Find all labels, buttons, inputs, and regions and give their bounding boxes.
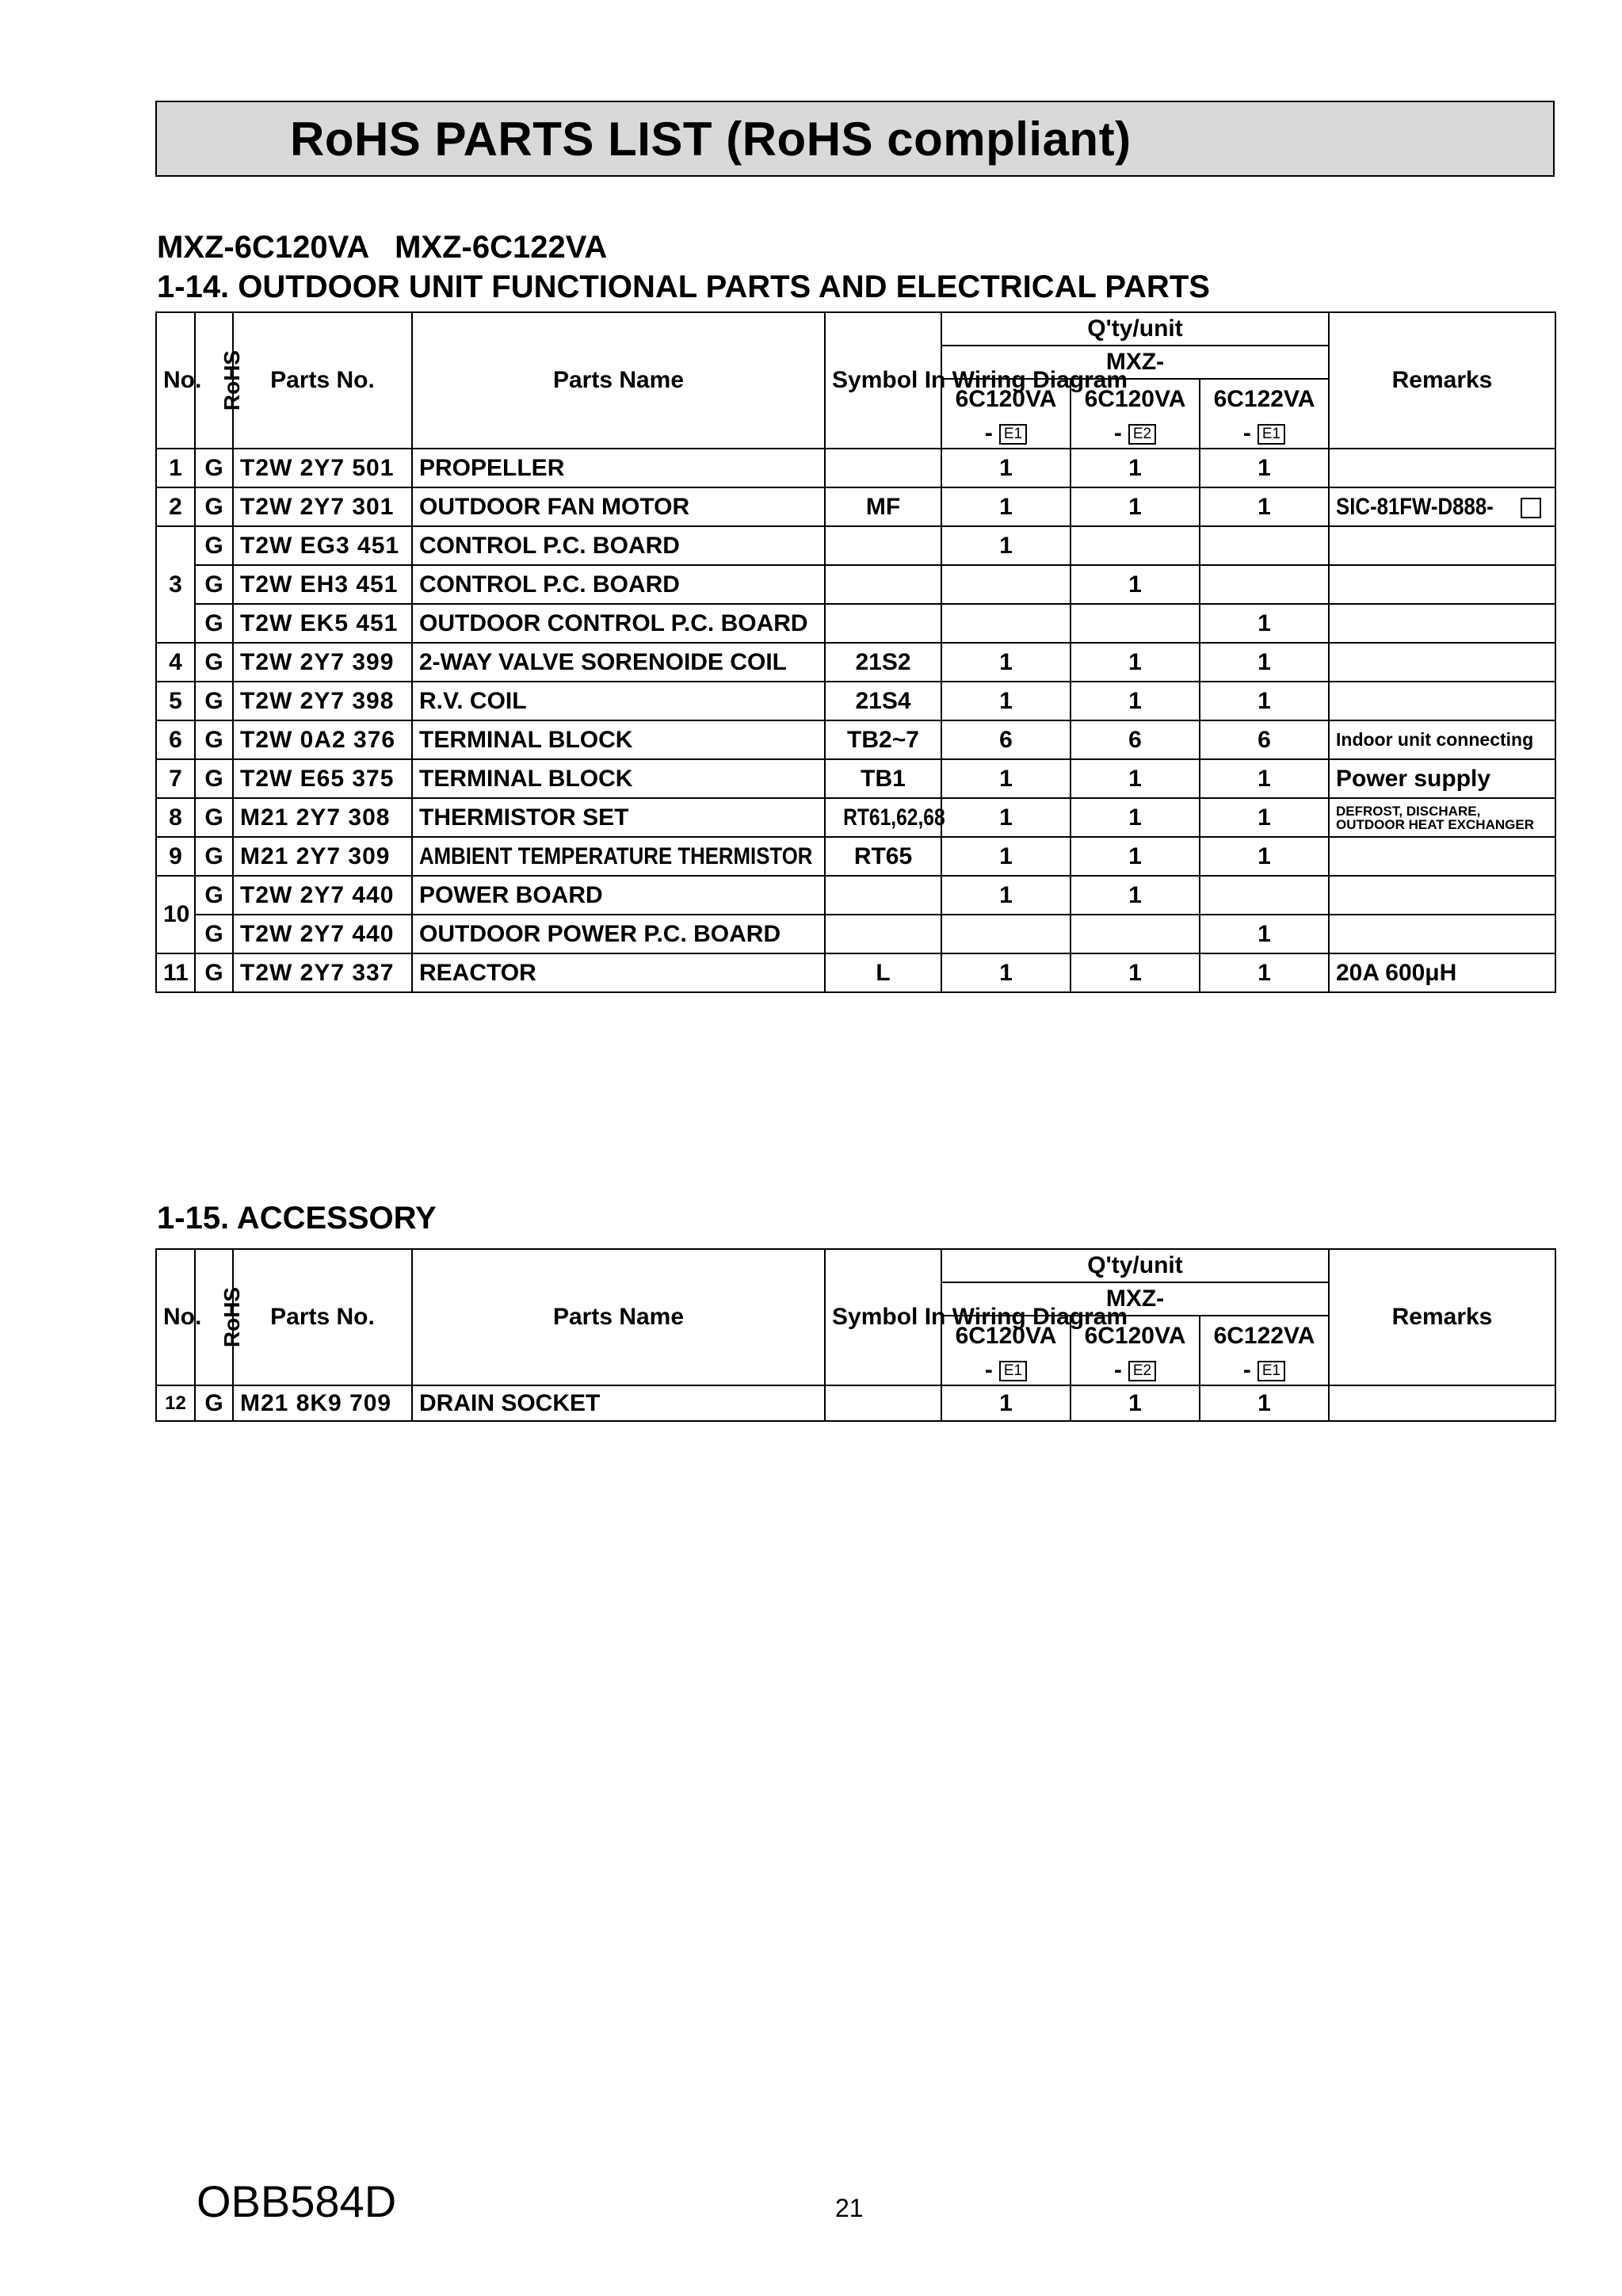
cell-qty-2: 1 [1071,643,1200,682]
page-title: RoHS PARTS LIST (RoHS compliant) [290,113,1132,166]
table-header [156,1249,1555,1385]
dash: - [984,1356,993,1383]
suffix-box: E1 [1258,1361,1285,1381]
header-suffix-3 [1200,1355,1329,1385]
cell-parts-name: OUTDOOR POWER P.C. BOARD [412,915,825,953]
cell-no: 3 [156,526,195,643]
parts-name-text: AMBIENT TEMPERATURE THERMISTOR [419,842,813,869]
cell-parts-name: R.V. COIL [412,682,825,720]
cell-rohs: G [195,720,233,759]
header-symbol: Symbol In Wiring Diagram [825,1249,941,1385]
cell-rohs: G [195,759,233,798]
table-row [156,1385,1555,1421]
cell-parts-no: T2W 2Y7 398 [233,682,412,720]
cell-parts-name: 2-WAY VALVE SORENOIDE COIL [412,643,825,682]
cell-rohs: G [195,1385,233,1421]
cell-qty-3 [1200,876,1329,915]
table-row [156,876,1555,915]
cell-parts-no: M21 2Y7 308 [233,798,412,837]
header-mxz: MXZ- [941,346,1329,379]
cell-remarks [1329,449,1555,487]
cell-qty-1 [941,604,1071,643]
symbol-text: RT61,62,68 [843,804,945,831]
cell-no: 8 [156,798,195,837]
dash: - [1113,419,1122,446]
cell-parts-no: T2W 2Y7 399 [233,643,412,682]
header-parts-no: Parts No. [233,312,412,449]
header-parts-no: Parts No. [233,1249,412,1385]
cell-parts-no: T2W 2Y7 501 [233,449,412,487]
cell-parts-name [412,837,825,876]
cell-rohs: G [195,604,233,643]
header-remarks: Remarks [1329,1249,1555,1385]
cell-qty-2: 1 [1071,837,1200,876]
cell-remarks [1329,604,1555,643]
cell-qty-3: 6 [1200,720,1329,759]
cell-qty-1: 1 [941,953,1071,992]
cell-no: 10 [156,876,195,953]
cell-rohs: G [195,643,233,682]
cell-qty-3 [1200,526,1329,565]
cell-parts-no: T2W EG3 451 [233,526,412,565]
cell-parts-name: OUTDOOR CONTROL P.C. BOARD [412,604,825,643]
dash: - [1242,1356,1251,1383]
cell-rohs: G [195,526,233,565]
cell-parts-name: CONTROL P.C. BOARD [412,526,825,565]
cell-rohs: G [195,953,233,992]
table-row [156,682,1555,720]
cell-qty-1 [941,915,1071,953]
suffix-box: E2 [1128,424,1156,445]
cell-symbol [825,1385,941,1421]
suffix-box: E1 [999,424,1027,445]
cell-remarks [1329,565,1555,604]
blank-box-icon [1521,498,1541,518]
cell-qty-2: 1 [1071,487,1200,526]
cell-no: 1 [156,449,195,487]
cell-qty-1: 6 [941,720,1071,759]
header-rohs-label: RoHS [219,350,245,411]
cell-remarks [1329,837,1555,876]
cell-remarks [1329,915,1555,953]
cell-parts-no: T2W E65 375 [233,759,412,798]
cell-qty-1: 1 [941,759,1071,798]
cell-qty-1: 1 [941,876,1071,915]
cell-qty-1: 1 [941,798,1071,837]
cell-qty-2: 1 [1071,682,1200,720]
cell-rohs: G [195,682,233,720]
cell-rohs: G [195,565,233,604]
cell-qty-2 [1071,915,1200,953]
header-mxz: MXZ- [941,1282,1329,1316]
cell-qty-1: 1 [941,837,1071,876]
outdoor-parts-table [155,311,1556,993]
cell-no: 11 [156,953,195,992]
cell-symbol: TB2~7 [825,720,941,759]
cell-symbol: MF [825,487,941,526]
cell-parts-no: T2W 2Y7 301 [233,487,412,526]
cell-qty-2 [1071,604,1200,643]
cell-parts-name: OUTDOOR FAN MOTOR [412,487,825,526]
cell-qty-2: 1 [1071,798,1200,837]
cell-remarks: Power supply [1329,759,1555,798]
cell-parts-no: T2W 2Y7 337 [233,953,412,992]
header-model-3: 6C122VA [1200,1316,1329,1355]
accessory-table [155,1248,1556,1422]
cell-parts-name: DRAIN SOCKET [412,1385,825,1421]
section-title-accessory: 1-15. ACCESSORY [157,1201,437,1236]
suffix-box: E1 [1258,424,1285,445]
cell-parts-name: POWER BOARD [412,876,825,915]
dash: - [1113,1356,1122,1383]
table-row [156,526,1555,565]
cell-remarks [1329,487,1555,526]
header-parts-name: Parts Name [412,1249,825,1385]
header-qty: Q'ty/unit [941,1249,1329,1282]
cell-parts-no: T2W EH3 451 [233,565,412,604]
header-suffix-2 [1071,1355,1200,1385]
cell-remarks: 20A 600μH [1329,953,1555,992]
document-code: OBB584D [197,2176,397,2226]
cell-rohs: G [195,487,233,526]
cell-remarks: Indoor unit connecting [1329,720,1555,759]
table-row [156,487,1555,526]
cell-qty-3: 1 [1200,953,1329,992]
header-suffix-3 [1200,418,1329,449]
cell-rohs: G [195,798,233,837]
cell-rohs: G [195,837,233,876]
cell-remarks [1329,876,1555,915]
cell-qty-1: 1 [941,487,1071,526]
cell-qty-1: 1 [941,1385,1071,1421]
cell-symbol [825,565,941,604]
header-suffix-2 [1071,418,1200,449]
cell-symbol: 21S2 [825,643,941,682]
cell-remarks: DEFROST, DISCHARE, OUTDOOR HEAT EXCHANGER [1329,798,1555,837]
cell-parts-no: T2W 0A2 376 [233,720,412,759]
cell-parts-no: M21 2Y7 309 [233,837,412,876]
cell-rohs: G [195,449,233,487]
table-header [156,312,1555,449]
header-remarks: Remarks [1329,312,1555,449]
header-model-1: 6C120VA [941,1316,1071,1355]
cell-no: 9 [156,837,195,876]
cell-symbol: TB1 [825,759,941,798]
cell-qty-2: 1 [1071,449,1200,487]
cell-qty-3 [1200,565,1329,604]
cell-no: 6 [156,720,195,759]
header-model-2: 6C120VA [1071,1316,1200,1355]
cell-qty-3: 1 [1200,449,1329,487]
cell-remarks [1329,643,1555,682]
header-suffix-1 [941,418,1071,449]
table-row [156,604,1555,643]
cell-symbol [825,449,941,487]
table-row [156,798,1555,837]
cell-parts-name: TERMINAL BLOCK [412,720,825,759]
table-row [156,565,1555,604]
cell-qty-2: 1 [1071,565,1200,604]
cell-symbol: 21S4 [825,682,941,720]
cell-qty-1: 1 [941,526,1071,565]
cell-qty-2: 6 [1071,720,1200,759]
suffix-box: E2 [1128,1361,1156,1381]
cell-qty-2: 1 [1071,759,1200,798]
cell-qty-3: 1 [1200,1385,1329,1421]
header-model-3: 6C122VA [1200,379,1329,418]
cell-remarks [1329,526,1555,565]
cell-qty-3: 1 [1200,682,1329,720]
cell-qty-3: 1 [1200,837,1329,876]
cell-qty-2: 1 [1071,1385,1200,1421]
cell-qty-3: 1 [1200,915,1329,953]
cell-qty-2: 1 [1071,953,1200,992]
cell-parts-no: M21 8K9 709 [233,1385,412,1421]
header-no: No. [156,1249,195,1385]
cell-symbol [825,526,941,565]
cell-parts-no: T2W 2Y7 440 [233,915,412,953]
cell-symbol [825,915,941,953]
table-row [156,915,1555,953]
cell-symbol: RT65 [825,837,941,876]
cell-no: 5 [156,682,195,720]
page-number: 21 [835,2194,864,2222]
remarks-text: SIC-81FW-D888- [1336,493,1494,520]
table-row [156,720,1555,759]
cell-qty-3: 1 [1200,643,1329,682]
table-row [156,953,1555,992]
cell-qty-3: 1 [1200,487,1329,526]
header-suffix-1 [941,1355,1071,1385]
dash: - [984,419,993,446]
cell-qty-1: 1 [941,643,1071,682]
dash: - [1242,419,1251,446]
model-names: MXZ-6C120VA MXZ-6C122VA [157,230,608,265]
cell-rohs: G [195,876,233,915]
table-row [156,643,1555,682]
cell-remarks [1329,682,1555,720]
section-title-outdoor-parts: 1-14. OUTDOOR UNIT FUNCTIONAL PARTS AND ELECTRICAL PARTS [157,269,1210,304]
header-rohs-label: RoHS [219,1286,245,1348]
cell-symbol [825,798,945,837]
cell-qty-2 [1071,526,1200,565]
cell-symbol: L [825,953,941,992]
header-no: No. [156,312,195,449]
cell-symbol [825,604,941,643]
cell-remarks [1329,1385,1555,1421]
cell-parts-name: THERMISTOR SET [412,798,825,837]
cell-no: 4 [156,643,195,682]
cell-no: 2 [156,487,195,526]
header-parts-name: Parts Name [412,312,825,449]
header-qty: Q'ty/unit [941,312,1329,346]
table-row [156,449,1555,487]
cell-parts-name: TERMINAL BLOCK [412,759,825,798]
cell-parts-name: CONTROL P.C. BOARD [412,565,825,604]
table-row [156,759,1555,798]
suffix-box: E1 [999,1361,1027,1381]
header-symbol: Symbol In Wiring Diagram [825,312,941,449]
header-model-2: 6C120VA [1071,379,1200,418]
page-banner [155,101,1555,177]
cell-parts-name: REACTOR [412,953,825,992]
cell-qty-3: 1 [1200,798,1329,837]
cell-qty-3: 1 [1200,604,1329,643]
cell-rohs: G [195,915,233,953]
cell-parts-no: T2W EK5 451 [233,604,412,643]
cell-qty-3: 1 [1200,759,1329,798]
table-row [156,837,1555,876]
cell-no: 12 [156,1385,195,1421]
cell-qty-1 [941,565,1071,604]
cell-qty-1: 1 [941,682,1071,720]
cell-parts-name: PROPELLER [412,449,825,487]
cell-symbol [825,876,941,915]
cell-qty-2: 1 [1071,876,1200,915]
cell-qty-1: 1 [941,449,1071,487]
cell-no: 7 [156,759,195,798]
header-model-1: 6C120VA [941,379,1071,418]
cell-parts-no: T2W 2Y7 440 [233,876,412,915]
